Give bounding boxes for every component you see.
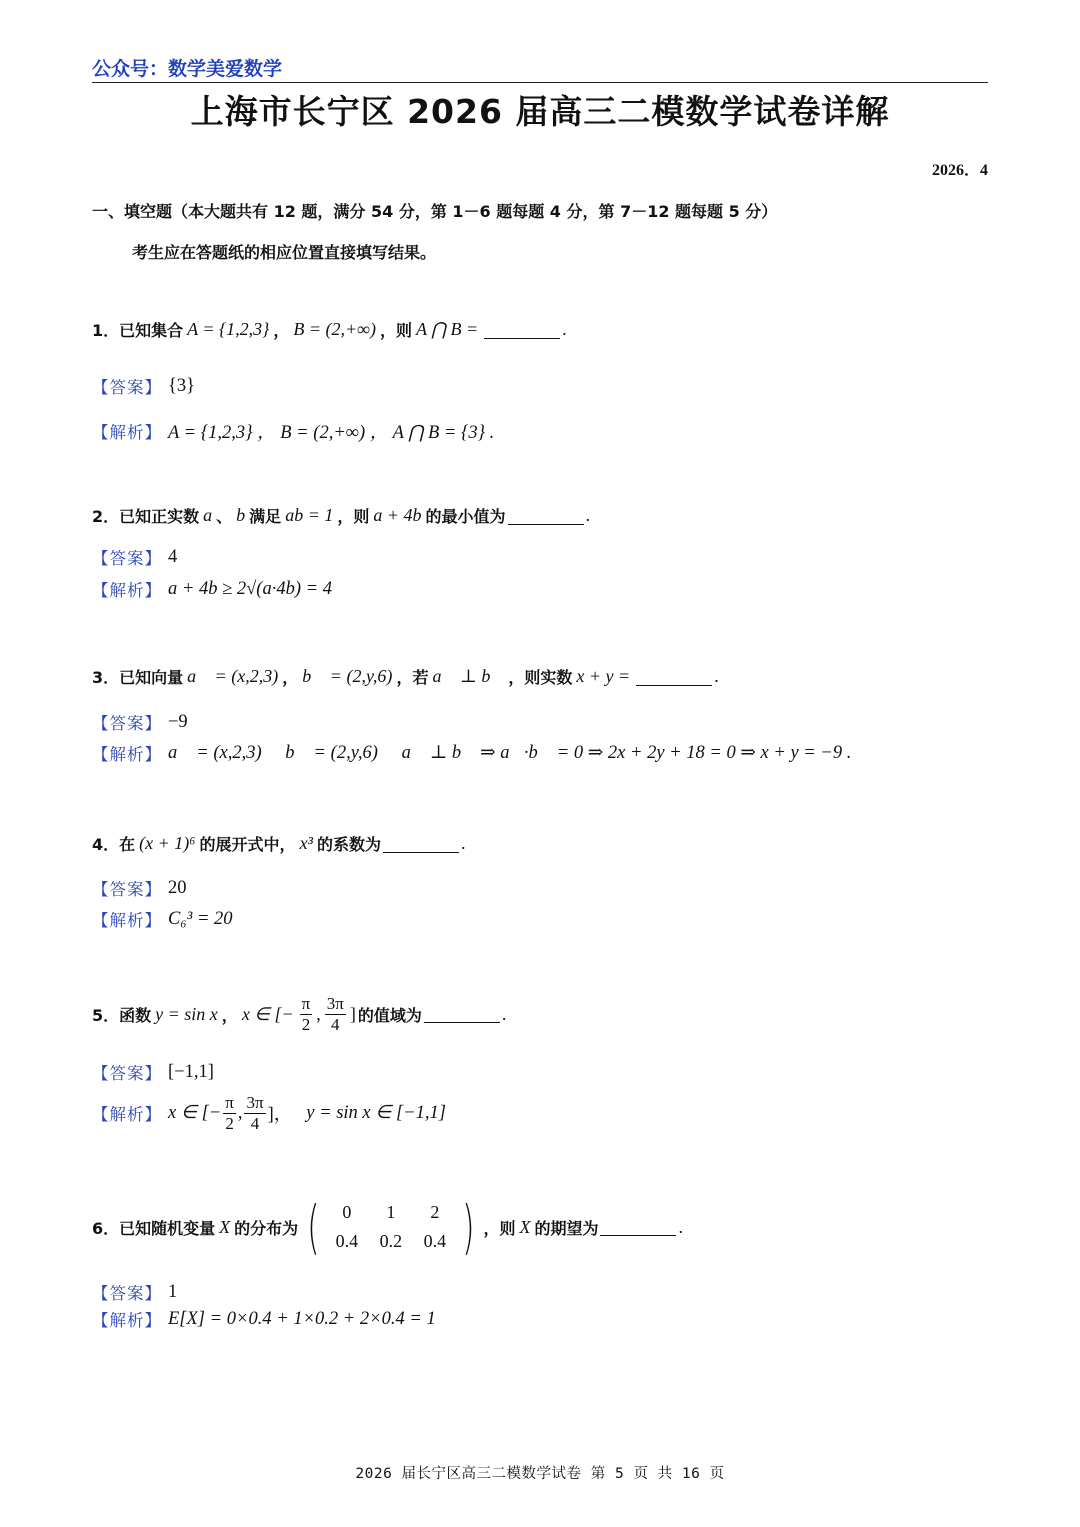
answer-value: 20 (168, 877, 187, 898)
denominator: 2 (301, 1014, 311, 1034)
question-6: 6． 已知随机变量 X 的分布为 ( 0 1 2 0.4 0.2 0.4 ) ，则 X 的期望为 . (92, 1193, 683, 1261)
analysis-row (92, 1093, 446, 1133)
question-number: 4． (92, 835, 120, 854)
math-expression: b (236, 505, 246, 525)
left-paren: ( (307, 1193, 320, 1261)
question-text: 的展开式中， (199, 835, 296, 854)
math-expression: y = sin x (155, 1003, 218, 1024)
question-2: 2． 已知正实数 a 、 b 满足 ab = 1 ，则 a + 4b 的最小值为 . (92, 505, 591, 526)
question-text: 已知正实数 (119, 507, 200, 526)
fraction (223, 1093, 236, 1133)
math-expression: b⃗ = (2,y,6) (302, 666, 393, 686)
question-text: ， (282, 668, 299, 687)
answer-value: −9 (168, 711, 188, 732)
analysis-row (92, 577, 332, 601)
analysis-value: E[X] = 0×0.4 + 1×0.2 + 2×0.4 = 1 (168, 1308, 436, 1329)
denominator: 4 (250, 1113, 260, 1133)
fraction (300, 994, 313, 1034)
question-text: 满足 (249, 507, 282, 526)
answer-row (92, 876, 187, 900)
analysis-label: 【解析】 (92, 581, 162, 600)
math-expression: a + 4b (373, 505, 422, 525)
question-text: 、 (216, 507, 233, 526)
question-text: ， (273, 321, 290, 340)
analysis-label: 【解析】 (92, 423, 162, 442)
analysis-row (92, 418, 494, 444)
math-expression: X (519, 1216, 531, 1237)
analysis-row (92, 1307, 436, 1331)
section-note: 考生应在答题纸的相应位置直接填写结果。 (132, 243, 437, 262)
question-text: 已知集合 (119, 321, 184, 340)
question-text: 的系数为 (316, 835, 381, 854)
page-title: 上海市长宁区 2026 届高三二模数学试卷详解 (190, 92, 890, 131)
answer-blank (424, 1005, 500, 1023)
numerator: π (225, 1093, 234, 1112)
analysis-value: a + 4b ≥ 2√(a·4b) = 4 (168, 578, 332, 599)
answer-value: {3} (168, 375, 196, 396)
math-expression: a⃗ ⊥ b⃗ (432, 666, 505, 686)
question-1: 1． 已知集合 A = {1,2,3} ， B = (2,+∞) ，则 A ⋂ B = . (92, 319, 567, 340)
denominator: 2 (225, 1113, 234, 1133)
answer-row (92, 545, 177, 569)
question-text: ，若 (396, 668, 429, 687)
question-number: 2． (92, 507, 120, 526)
answer-blank (508, 507, 584, 525)
answer-value: 1 (168, 1281, 178, 1302)
header-brand: 公众号：数学美爱数学 (92, 58, 283, 80)
math-expression: X (219, 1216, 231, 1237)
question-number: 1． (92, 321, 120, 340)
question-text: 的分布为 (234, 1218, 299, 1238)
analysis-value: ]， (267, 1105, 293, 1126)
matrix-cell: 2 (430, 1202, 440, 1222)
question-text: 的期望为 (534, 1218, 599, 1238)
answer-value: 4 (168, 546, 178, 567)
analysis-value: x ∈ [− (168, 1103, 222, 1124)
question-text: 函数 (119, 1005, 152, 1025)
matrix-cell: 0.4 (335, 1231, 359, 1251)
right-paren: ) (461, 1193, 475, 1261)
matrix-cell: 0.4 (423, 1231, 447, 1251)
question-number: 5． (92, 1005, 120, 1025)
analysis-value: a⃗ = (x,2,3) ， b⃗ = (2,y,6) ， a⃗ ⊥ b⃗ ⇒ a⃗·b⃗ = 0 ⇒ 2x + 2y + 18 = 0 ⇒ x + y = −9 . (168, 743, 852, 763)
matrix-cell: 1 (386, 1202, 396, 1222)
analysis-label: 【解析】 (92, 1311, 162, 1330)
math-expression: (x + 1)⁶ (139, 833, 196, 853)
analysis-label: 【解析】 (92, 1105, 162, 1125)
distribution-matrix (302, 1193, 479, 1261)
question-3: 3． 已知向量 a⃗ = (x,2,3) ， b⃗ = (2,y,6) ，若 a⃗ ⊥ b⃗ ，则实数 x + y = . (92, 666, 719, 687)
question-text: ，则 (337, 507, 370, 526)
answer-row (92, 1280, 177, 1304)
question-text: 已知向量 (119, 668, 184, 687)
numerator: 3π (246, 1093, 264, 1112)
analysis-label: 【解析】 (92, 911, 162, 930)
exam-date: 2026．4 (931, 162, 988, 179)
answer-row (92, 1060, 214, 1084)
numerator: 3π (326, 994, 344, 1013)
matrix-cell: 0 (342, 1202, 352, 1222)
analysis-row (92, 741, 851, 765)
answer-blank (636, 668, 712, 686)
section-heading: 一、填空题（本大题共有 12 题，满分 54 分，第 1－6 题每题 4 分，第 7－12 题每题 5 分） (92, 202, 778, 221)
math-expression: x + y = (576, 666, 631, 686)
answer-row (92, 710, 188, 734)
question-text: 在 (119, 835, 136, 854)
page-footer: 2026 届长宁区高三二模数学试卷 第 5 页 共 16 页 (355, 1466, 725, 1482)
math-separator: , (237, 1102, 243, 1123)
analysis-value: y = sin x ∈ [−1,1] (306, 1103, 446, 1124)
math-expression: x³ (299, 833, 313, 853)
answer-blank (600, 1218, 676, 1236)
analysis-row (92, 907, 233, 931)
answer-label: 【答案】 (92, 1064, 162, 1083)
answer-label: 【答案】 (92, 549, 162, 568)
math-expression: A = {1,2,3} (187, 319, 270, 339)
answer-label: 【答案】 (92, 880, 162, 899)
header-divider (92, 82, 988, 83)
math-expression: a⃗ = (x,2,3) (187, 666, 279, 686)
math-expression: a (203, 505, 213, 525)
math-expression: x ∈ [− (241, 1003, 294, 1024)
math-separator: , (316, 1003, 321, 1024)
question-5: 5． 函数 y = sin x ， x ∈ [− $\frac{\pi}{2}$ , $\frac{3\pi}{4}$ ] 的值域为 . (92, 994, 507, 1034)
answer-value: [−1,1] (168, 1061, 214, 1082)
fraction (325, 994, 346, 1034)
question-text: ，则 (380, 321, 413, 340)
question-text: ， (221, 1005, 238, 1025)
numerator: π (301, 994, 311, 1013)
question-number: 3． (92, 668, 120, 687)
math-expression: ] (349, 1003, 356, 1024)
fraction (244, 1093, 265, 1133)
question-text: ，则 (483, 1218, 516, 1238)
question-number: 6． (92, 1218, 120, 1238)
answer-row (92, 374, 195, 398)
answer-label: 【答案】 (92, 1284, 162, 1303)
answer-label: 【答案】 (92, 714, 162, 733)
denominator: 4 (331, 1014, 340, 1034)
question-text: 已知随机变量 (119, 1218, 216, 1238)
answer-label: 【答案】 (92, 378, 162, 397)
answer-blank (484, 321, 560, 339)
analysis-value: A = {1,2,3} ， B = (2,+∞) ， A ⋂ B = {3} . (168, 423, 495, 443)
analysis-value: C₆³ = 20 (168, 908, 233, 929)
math-expression: B = (2,+∞) (293, 319, 376, 339)
answer-blank (383, 835, 459, 853)
question-text: 的最小值为 (425, 507, 506, 526)
question-text: 的值域为 (357, 1005, 422, 1025)
matrix-cell: 0.2 (379, 1231, 403, 1251)
question-4: 4． 在 (x + 1)⁶ 的展开式中， x³ 的系数为 . (92, 833, 466, 854)
math-expression: A ⋂ B = (416, 319, 479, 339)
matrix-grid (325, 1202, 457, 1252)
question-text: ，则实数 (508, 668, 573, 687)
math-expression: ab = 1 (285, 505, 334, 525)
analysis-label: 【解析】 (92, 745, 162, 764)
